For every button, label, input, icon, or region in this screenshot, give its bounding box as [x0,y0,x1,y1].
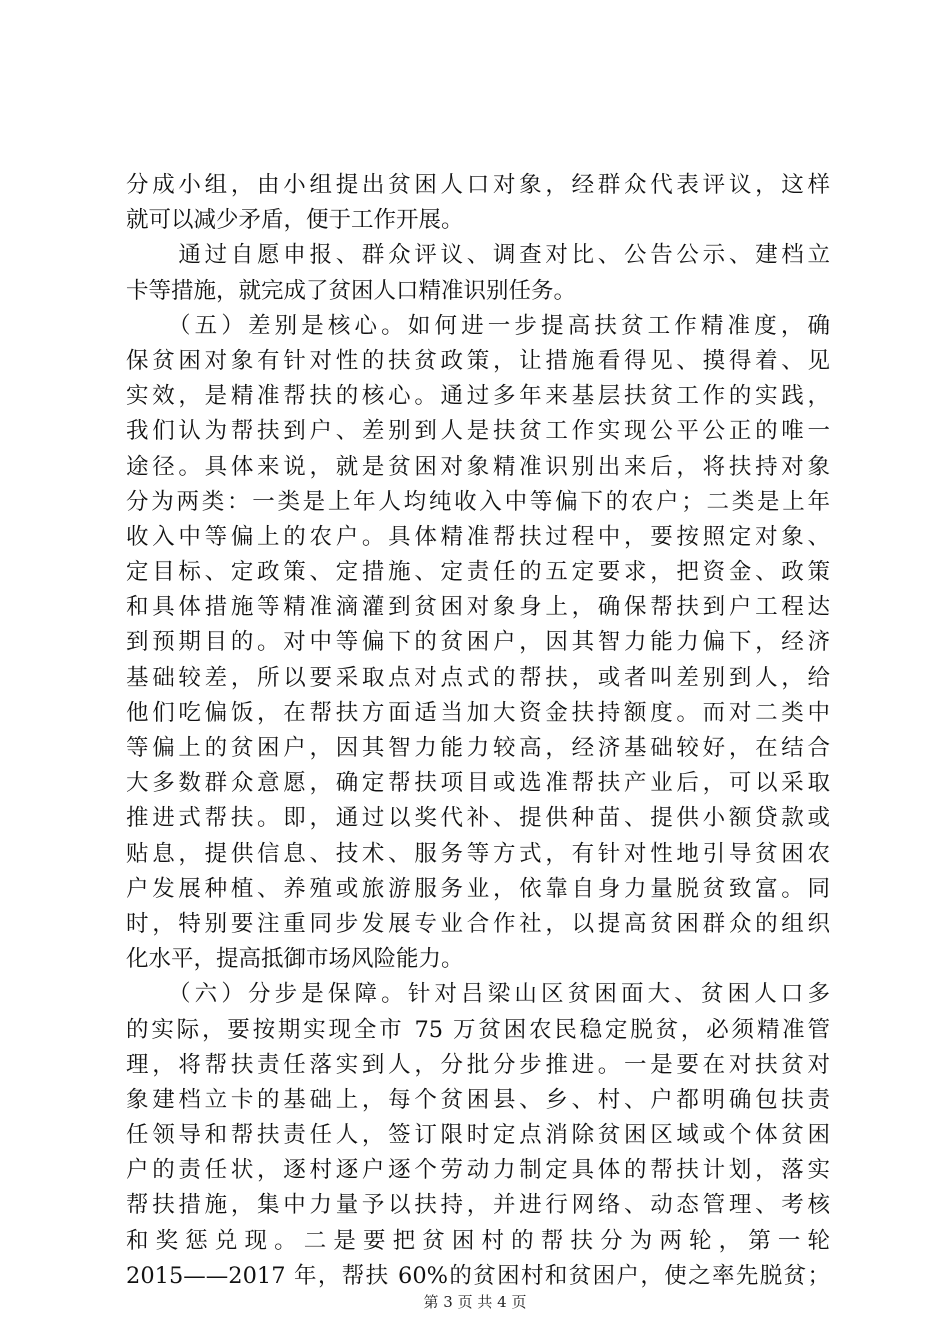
text-line: 大多数群众意愿，确定帮扶项目或选准帮扶产业后，可以采取 [126,770,830,797]
text-line: （五）差别是核心。如何进一步提高扶贫工作精准度，确 [126,312,830,339]
text-line: 户发展种植、养殖或旅游服务业，依靠自身力量脱贫致富。同 [126,875,830,902]
text-line: 收入中等偏上的农户。具体精准帮扶过程中，要按照定对象、 [126,523,830,550]
text-line: 和奖惩兑现。二是要把贫困村的帮扶分为两轮，第一轮 [126,1227,830,1254]
text-line: 化水平，提高抵御市场风险能力。 [126,946,464,973]
text-line: 帮扶措施，集中力量予以扶持，并进行网络、动态管理、考核 [126,1192,830,1219]
text-line: 通过自愿申报、群众评议、调查对比、公告公示、建档立 [126,242,830,269]
text-line: 贴息，提供信息、技术、服务等方式，有针对性地引导贫困农 [126,840,830,867]
text-line: 到预期目的。对中等偏下的贫困户，因其智力能力偏下，经济 [126,629,830,656]
text-line: 卡等措施，就完成了贫困人口精准识别任务。 [126,277,577,304]
text-line: 保贫困对象有针对性的扶贫政策，让措施看得见、摸得着、见 [126,347,830,374]
text-line: 任领导和帮扶责任人，签订限时定点消除贫困区域或个体贫困 [126,1122,830,1149]
body-text [126,168,830,1294]
text-line: 分成小组，由小组提出贫困人口对象，经群众代表评议，这样 [126,172,830,198]
text-line: 时，特别要注重同步发展专业合作社，以提高贫困群众的组织 [126,910,830,937]
text-line: 分为两类：一类是上年人均纯收入中等偏下的农户；二类是上年 [126,488,830,515]
text-line: 基础较差，所以要采取点对点式的帮扶，或者叫差别到人，给 [126,664,830,691]
text-line: 的实际，要按期实现全市 75 万贫困农民稳定脱贫，必须精准管 [126,1016,830,1043]
text-line: 他们吃偏饭，在帮扶方面适当加大资金扶持额度。而对二类中 [126,699,830,726]
text-line: 实效，是精准帮扶的核心。通过多年来基层扶贫工作的实践， [126,383,830,410]
text-line: 象建档立卡的基础上，每个贫困县、乡、村、户都明确包扶责 [126,1086,830,1113]
text-line: 2015——2017 年，帮扶 60%的贫困村和贫困户，使之率先脱贫； [126,1262,830,1289]
text-line: 和具体措施等精准滴灌到贫困对象身上，确保帮扶到户工程达 [126,594,830,621]
page-footer: 第 3 页 共 4 页 [423,1293,527,1311]
text-line: 户的责任状，逐村逐户逐个劳动力制定具体的帮扶计划，落实 [126,1157,830,1184]
text-line: 理，将帮扶责任落实到人，分批分步推进。一是要在对扶贫对 [126,1051,830,1078]
text-line: 等偏上的贫困户，因其智力能力较高，经济基础较好，在结合 [126,735,830,761]
text-line: （六）分步是保障。针对吕梁山区贫困面大、贫困人口多 [126,981,830,1008]
text-line: 就可以减少矛盾，便于工作开展。 [126,207,464,234]
text-line: 我们认为帮扶到户、差别到人是扶贫工作实现公平公正的唯一 [126,418,830,445]
text-line: 推进式帮扶。即，通过以奖代补、提供种苗、提供小额贷款或 [126,805,830,832]
text-line: 途径。具体来说，就是贫困对象精准识别出来后，将扶持对象 [126,453,830,480]
text-line: 定目标、定政策、定措施、定责任的五定要求，把资金、政策 [126,559,830,586]
